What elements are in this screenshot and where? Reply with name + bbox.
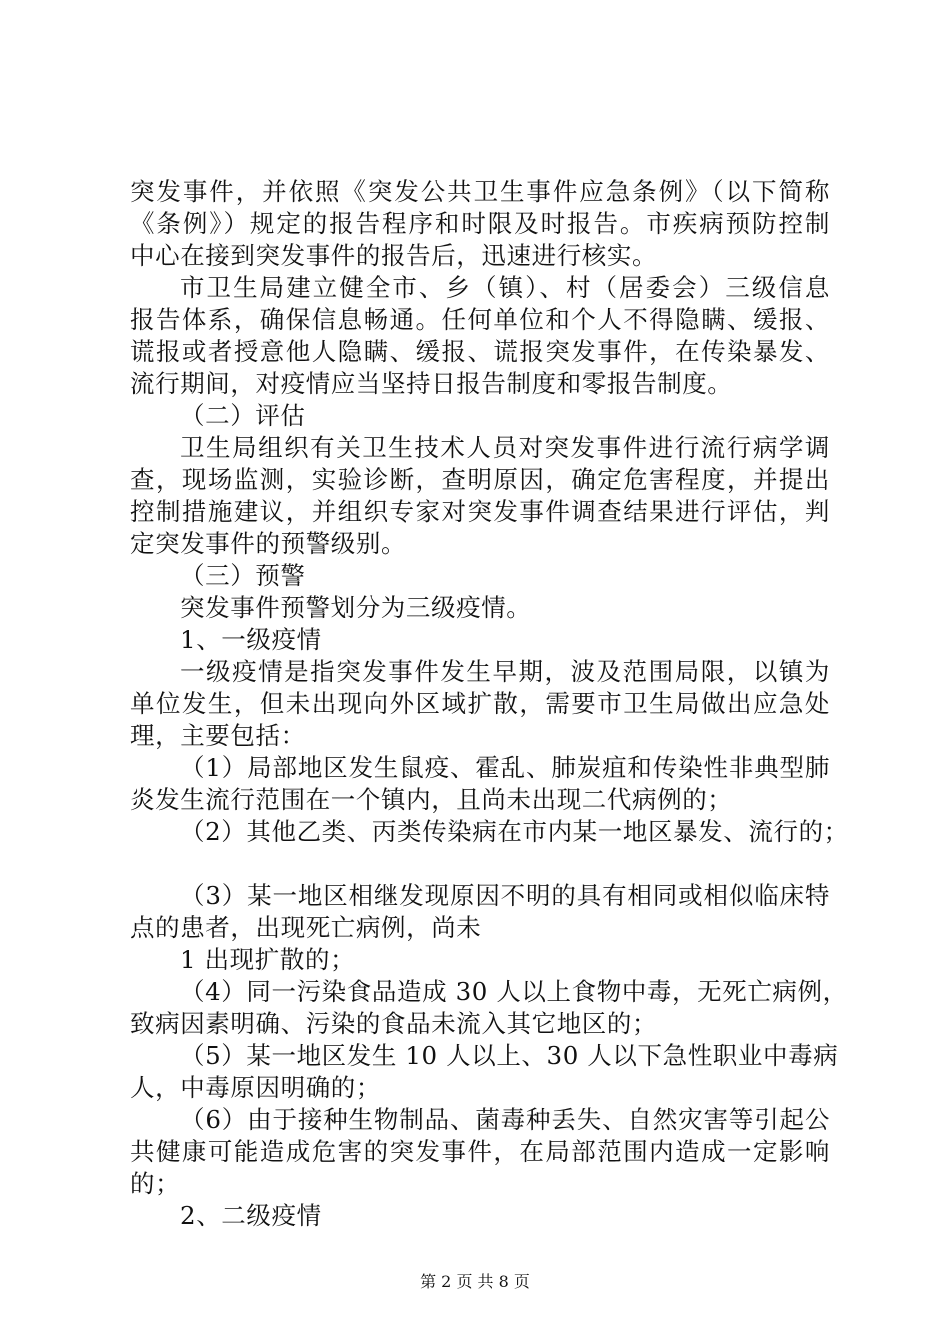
subsection-heading: 2、二级疫情 — [180, 1201, 322, 1230]
paragraph-line: 单位发生，但未出现向外区域扩散，需要市卫生局做出应急处 — [130, 689, 830, 718]
paragraph-line: 《条例》）规定的报告程序和时限及时报告。市疾病预防控制 — [130, 209, 830, 238]
paragraph-line: 一级疫情是指突发事件发生早期，波及范围局限，以镇为 — [180, 657, 830, 686]
list-item-line: （1）局部地区发生鼠疫、霍乱、肺炭疽和传染性非典型肺 — [180, 753, 830, 782]
paragraph-line: 理，主要包括： — [130, 721, 306, 750]
paragraph-line: 谎报或者授意他人隐瞒、缓报、谎报突发事件，在传染暴发、 — [130, 337, 830, 366]
list-item-line: 人，中毒原因明确的； — [130, 1073, 381, 1102]
section-heading: （二）评估 — [180, 401, 306, 430]
paragraph-line: 查，现场监测，实验诊断，查明原因，确定危害程度，并提出 — [130, 465, 830, 494]
list-item-line: （6）由于接种生物制品、菌毒种丢失、自然灾害等引起公 — [180, 1105, 830, 1134]
section-heading: （三）预警 — [180, 561, 306, 590]
paragraph-line: 市卫生局建立健全市、乡（镇）、村（居委会）三级信息 — [180, 273, 830, 302]
paragraph-line: 中心在接到突发事件的报告后，迅速进行核实。 — [130, 241, 658, 270]
paragraph-line: 控制措施建议，并组织专家对突发事件调查结果进行评估，判 — [130, 497, 830, 526]
list-item-line: 炎发生流行范围在一个镇内，且尚未出现二代病例的； — [130, 785, 733, 814]
list-item-line: 致病因素明确、污染的食品未流入其它地区的； — [130, 1009, 658, 1038]
paragraph-line: 定突发事件的预警级别。 — [130, 529, 407, 558]
paragraph-line: 报告体系，确保信息畅通。任何单位和个人不得隐瞒、缓报、 — [130, 305, 830, 334]
list-item-line: 的； — [130, 1169, 181, 1198]
page-footer: 第 2 页 共 8 页 — [420, 1272, 530, 1291]
paragraph-line: 突发事件预警划分为三级疫情。 — [180, 593, 532, 622]
list-item-line: 点的患者，出现死亡病例，尚未 — [130, 913, 482, 942]
list-item-line: （2）其他乙类、丙类传染病在市内某一地区暴发、流行的； — [180, 817, 849, 846]
list-item-line: 1 出现扩散的； — [180, 945, 356, 974]
list-item-line: （5）某一地区发生 10 人以上、30 人以下急性职业中毒病 — [180, 1041, 839, 1070]
paragraph-line: 卫生局组织有关卫生技术人员对突发事件进行流行病学调 — [180, 433, 830, 462]
paragraph-line: 流行期间，对疫情应当坚持日报告制度和零报告制度。 — [130, 369, 733, 398]
paragraph-line: 突发事件，并依照《突发公共卫生事件应急条例》（以下简称 — [130, 177, 830, 206]
subsection-heading: 1、一级疫情 — [180, 625, 322, 654]
list-item-line: （3）某一地区相继发现原因不明的具有相同或相似临床特 — [180, 881, 830, 910]
list-item-line: （4）同一污染食品造成 30 人以上食物中毒，无死亡病例， — [180, 977, 848, 1006]
list-item-line: 共健康可能造成危害的突发事件，在局部范围内造成一定影响 — [130, 1137, 830, 1166]
